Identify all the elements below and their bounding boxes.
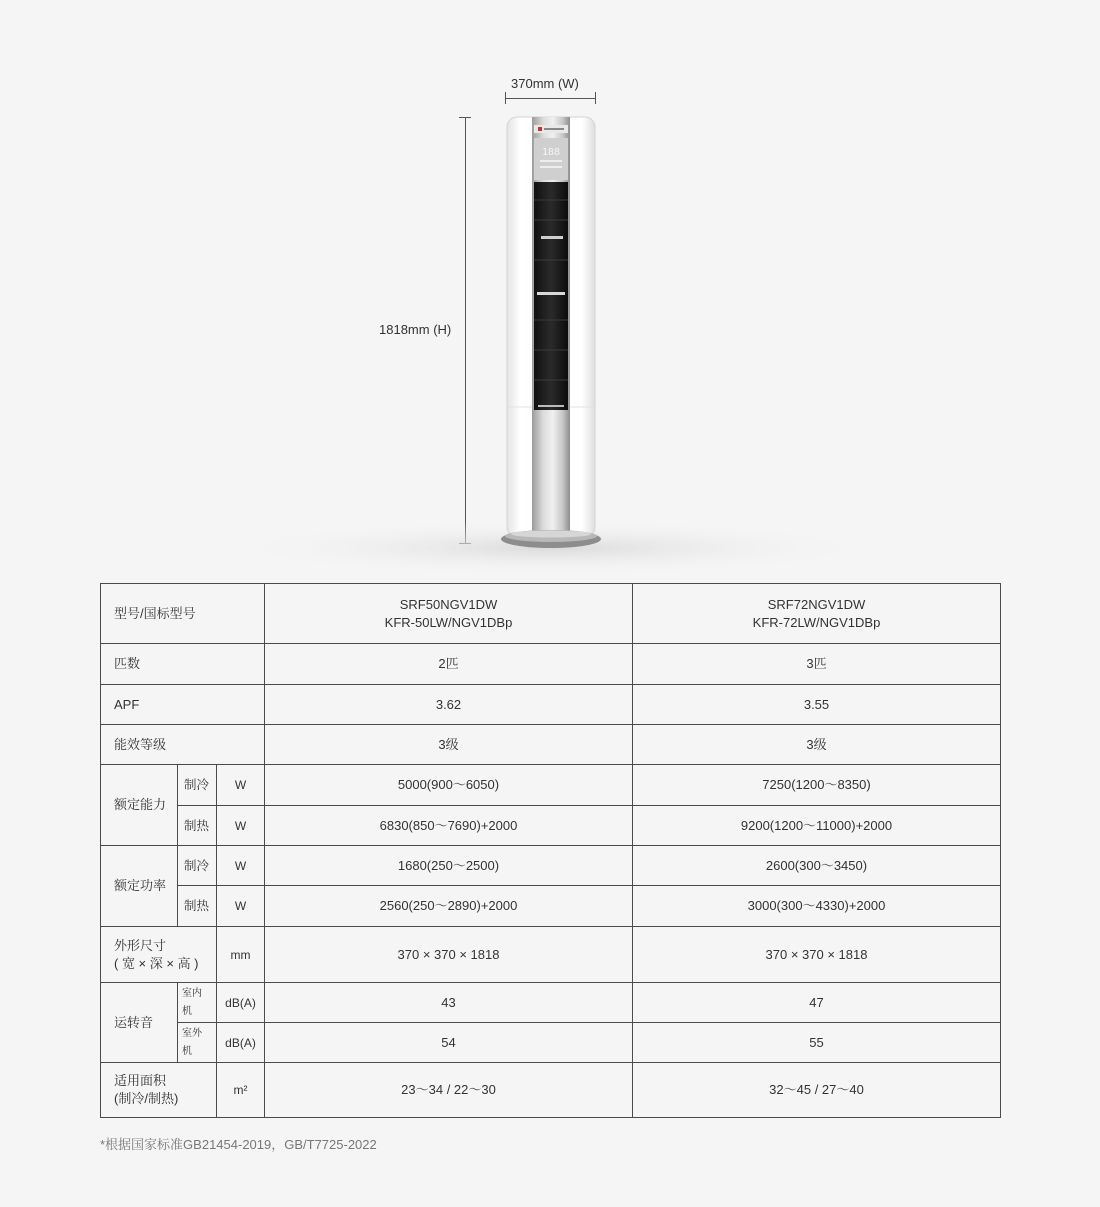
product-figure xyxy=(0,0,1100,580)
noise-label: 运转音 xyxy=(101,983,178,1063)
capacity-heating-value: 6830(850～7690)+2000 xyxy=(265,806,633,846)
outdoor-unit-sublabel: 室外机 xyxy=(178,1023,217,1063)
table-row-horsepower xyxy=(101,644,1001,685)
model-name: SRF72NGV1DW xyxy=(767,596,866,612)
apf-value: 3.55 xyxy=(633,685,1001,725)
width-dimension-label: 370mm (W) xyxy=(511,76,579,91)
apf-value: 3.62 xyxy=(265,685,633,725)
horsepower-label: 匹数 xyxy=(101,644,265,685)
heating-sublabel: 制热 xyxy=(178,886,217,927)
model-label: 型号/国标型号 xyxy=(101,584,265,644)
dimensions-value: 370 × 370 × 1818 xyxy=(265,927,633,983)
noise-indoor-value: 47 xyxy=(633,983,1001,1023)
noise-indoor-value: 43 xyxy=(265,983,633,1023)
table-row-capacity-heating xyxy=(101,806,1001,846)
horsepower-value: 3匹 xyxy=(633,644,1001,685)
cooling-sublabel: 制冷 xyxy=(178,846,217,886)
apf-label: APF xyxy=(101,685,265,725)
noise-outdoor-value: 55 xyxy=(633,1023,1001,1063)
table-row-power-cooling xyxy=(101,846,1001,886)
area-value: 23～34 / 22～30 xyxy=(265,1063,633,1118)
rated-power-label: 额定功率 xyxy=(101,846,178,927)
table-row-area xyxy=(101,1063,1001,1118)
unit-label: mm xyxy=(217,927,265,983)
table-row-efficiency xyxy=(101,725,1001,765)
power-heating-value: 2560(250～2890)+2000 xyxy=(265,886,633,927)
unit-label: m² xyxy=(217,1063,265,1118)
table-row-power-heating xyxy=(101,886,1001,927)
indoor-unit-sublabel: 室内机 xyxy=(178,983,217,1023)
unit-label: W xyxy=(217,806,265,846)
capacity-heating-value: 9200(1200～11000)+2000 xyxy=(633,806,1001,846)
horsepower-value: 2匹 xyxy=(265,644,633,685)
power-cooling-value: 2600(300～3450) xyxy=(633,846,1001,886)
area-label-line2: (制冷/制热) xyxy=(114,1091,179,1106)
heating-sublabel: 制热 xyxy=(178,806,217,846)
dimensions-value: 370 × 370 × 1818 xyxy=(633,927,1001,983)
table-row-noise-outdoor xyxy=(101,1023,1001,1063)
unit-label: dB(A) xyxy=(217,983,265,1023)
unit-label: W xyxy=(217,765,265,806)
table-row-model xyxy=(101,584,1001,644)
model-cell-2 xyxy=(633,584,1001,644)
efficiency-value: 3级 xyxy=(633,725,1001,765)
area-label xyxy=(101,1063,217,1118)
table-row-dimensions xyxy=(101,927,1001,983)
model-cell-1 xyxy=(265,584,633,644)
table-row-noise-indoor xyxy=(101,983,1001,1023)
cooling-sublabel: 制冷 xyxy=(178,765,217,806)
noise-outdoor-value: 54 xyxy=(265,1023,633,1063)
area-value: 32～45 / 27～40 xyxy=(633,1063,1001,1118)
standards-footnote: *根据国家标准GB21454-2019，GB/T7725-2022 xyxy=(100,1137,377,1152)
table-row-capacity-cooling xyxy=(101,765,1001,806)
power-cooling-value: 1680(250～2500) xyxy=(265,846,633,886)
dimensions-label xyxy=(101,927,217,983)
height-dimension-label: 1818mm (H) xyxy=(379,322,452,337)
spec-table xyxy=(100,583,1001,1118)
rated-capacity-label: 额定能力 xyxy=(101,765,178,846)
power-heating-value: 3000(300～4330)+2000 xyxy=(633,886,1001,927)
unit-label: W xyxy=(217,886,265,927)
unit-label: W xyxy=(217,846,265,886)
capacity-cooling-value: 5000(900～6050) xyxy=(265,765,633,806)
capacity-cooling-value: 7250(1200～8350) xyxy=(633,765,1001,806)
national-model-name: KFR-72LW/NGV1DBp xyxy=(752,614,881,630)
model-name: SRF50NGV1DW xyxy=(399,596,498,612)
national-model-name: KFR-50LW/NGV1DBp xyxy=(384,614,513,630)
dimensions-label-line2: ( 宽 × 深 × 高 ) xyxy=(114,955,199,971)
air-conditioner-image xyxy=(0,0,1100,580)
dimensions-label-line1: 外形尺寸 xyxy=(114,937,167,953)
unit-label: dB(A) xyxy=(217,1023,265,1063)
efficiency-label: 能效等级 xyxy=(101,725,265,765)
table-row-apf xyxy=(101,685,1001,725)
efficiency-value: 3级 xyxy=(265,725,633,765)
area-label-line1: 适用面积 xyxy=(114,1073,167,1088)
display-digits: 188 xyxy=(541,147,561,158)
